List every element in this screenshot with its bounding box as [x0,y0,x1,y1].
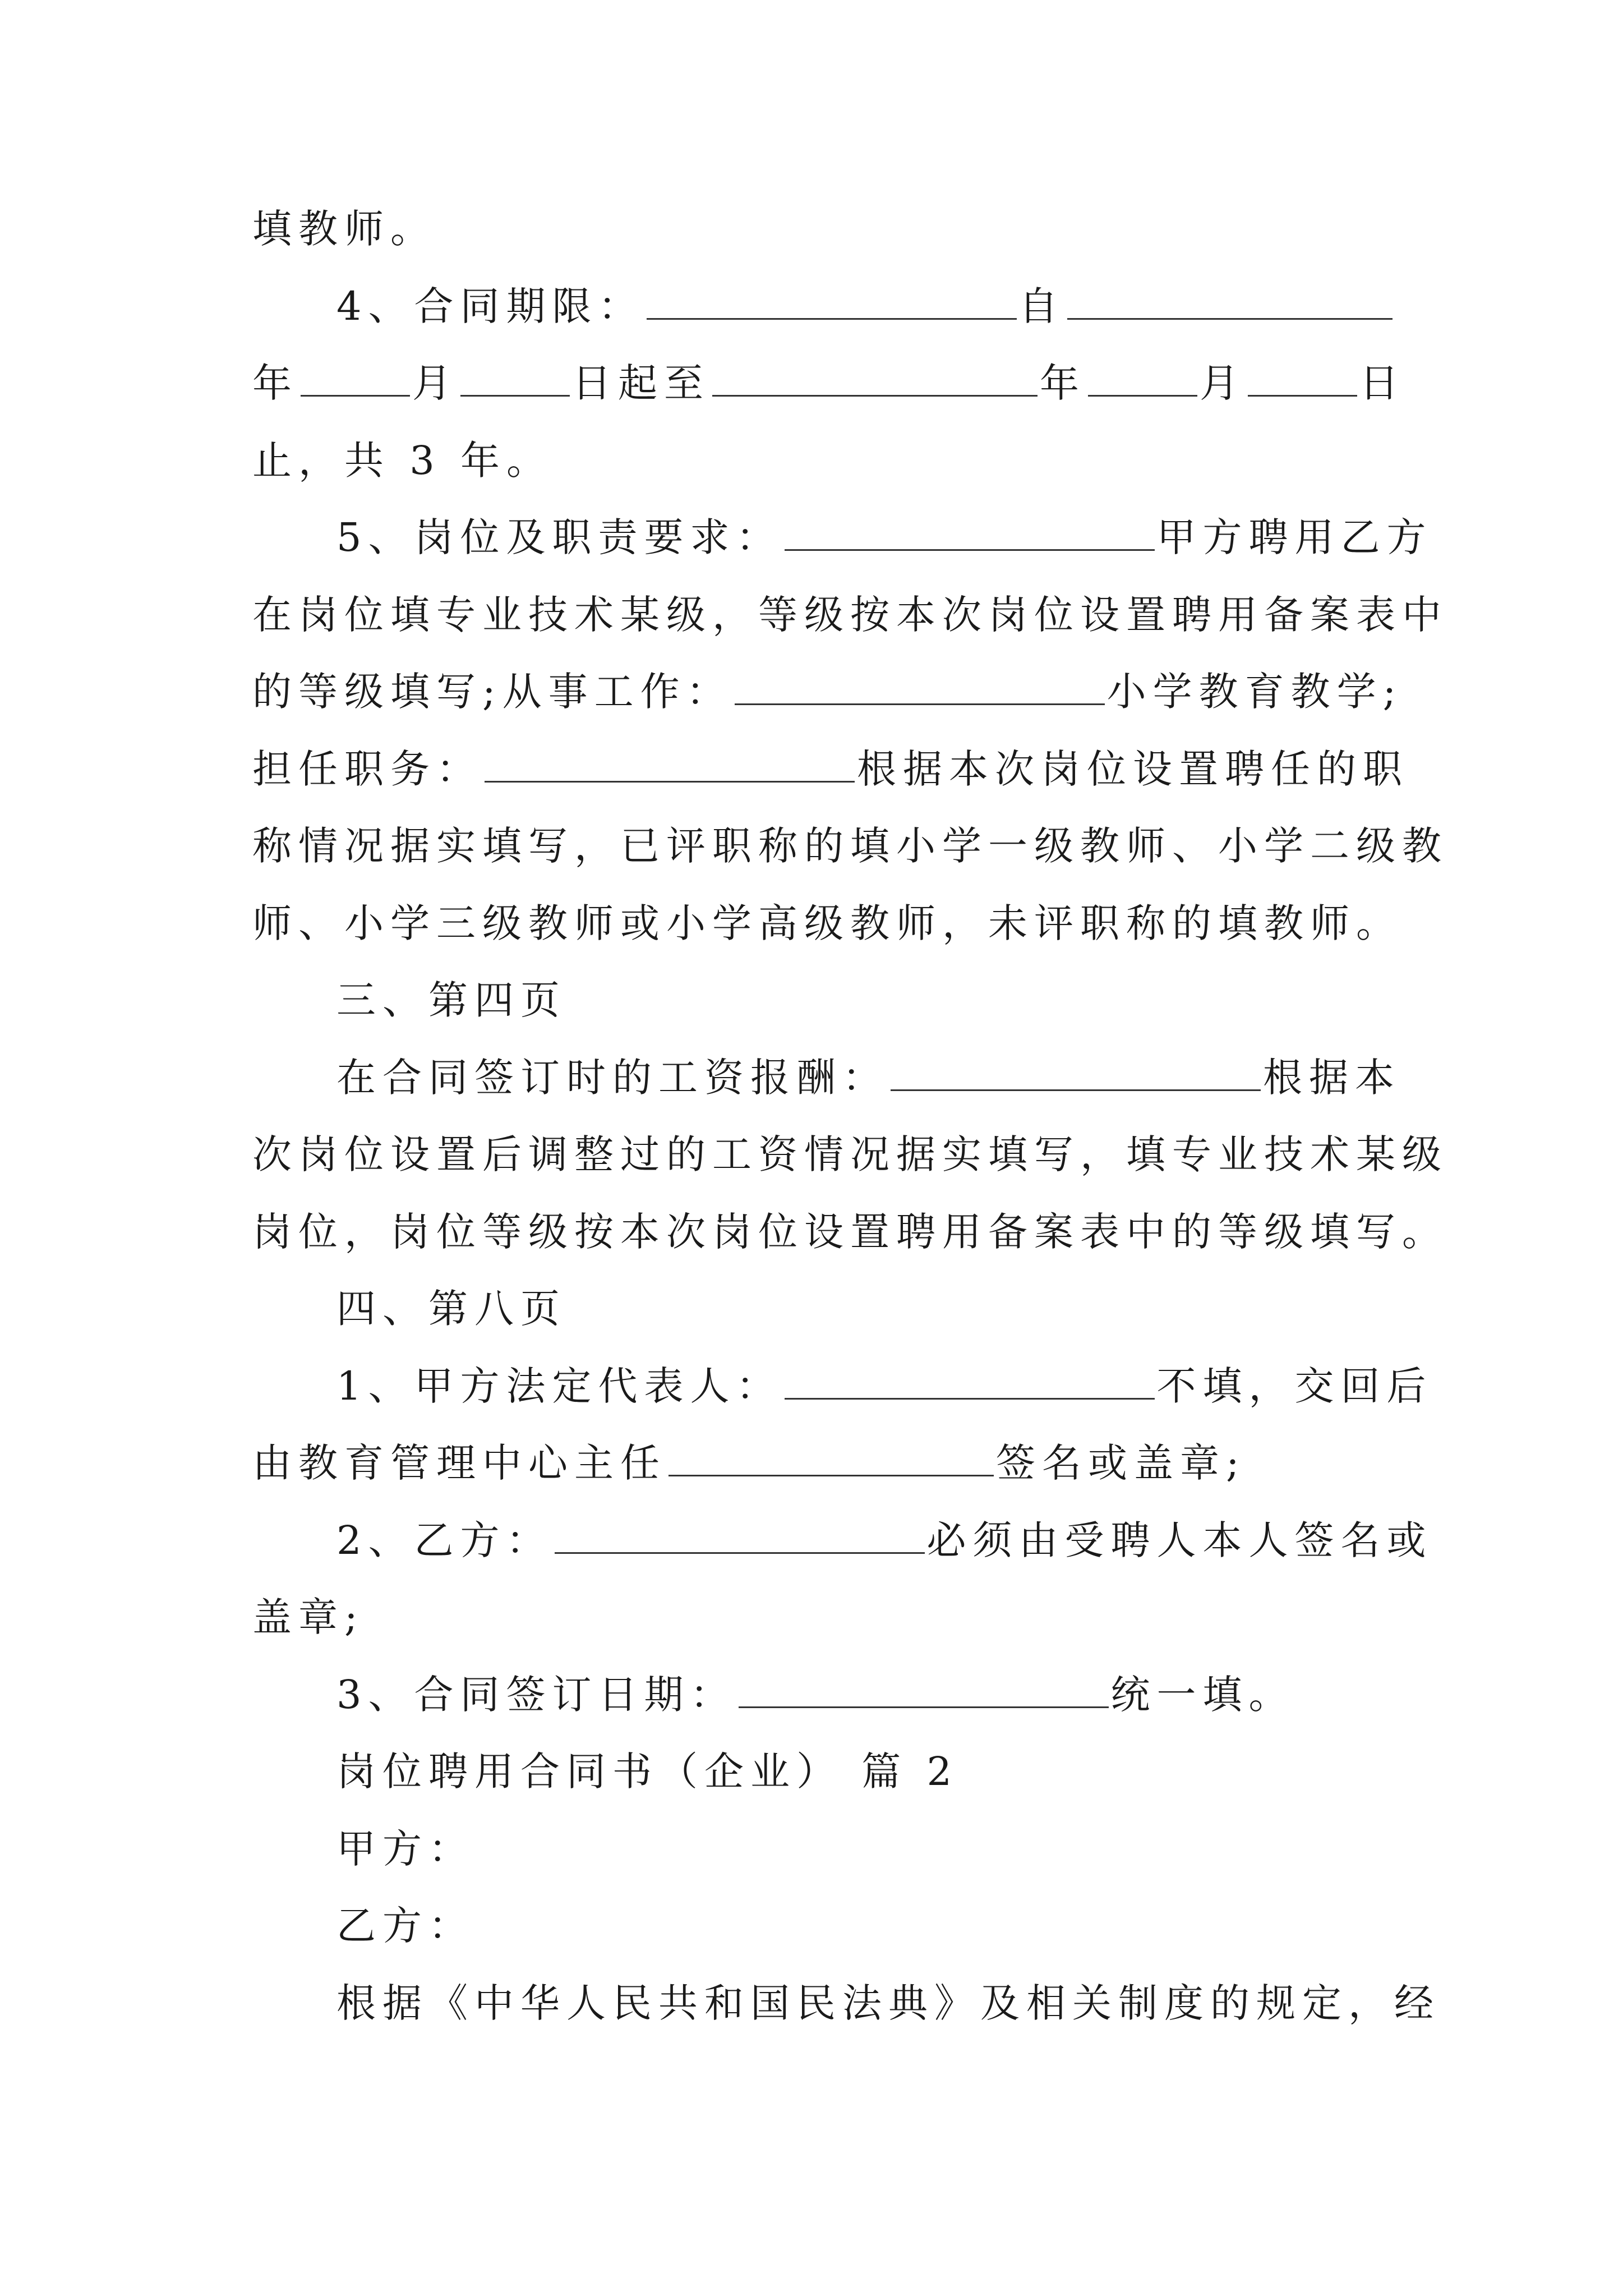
fill-in-blank [739,1669,1109,1708]
fill-in-blank [712,358,1038,397]
text-segment: 根据本次岗位设置聘任的职 [857,746,1409,792]
text-segment: 年 [252,360,298,406]
text-segment: 日起至 [572,360,710,406]
text-segment: 甲方： [336,1825,474,1872]
text-segment: 甲方聘用乙方 [1156,514,1433,560]
party-b-label [252,1888,1380,1965]
fill-in-blank [785,512,1155,551]
fill-in-blank [735,666,1105,706]
text-segment: 担任职务： [252,746,482,792]
fill-in-blank [460,358,570,397]
text-segment: 5、岗位及职责要求： [336,514,782,560]
fill-in-blank [647,280,1017,320]
position-held-line [252,731,1409,808]
signing-date-line [252,1657,1380,1734]
text-segment: 由教育管理中心主任 [252,1440,666,1486]
fill-in-blank [485,743,855,783]
legal-representative-line [252,1348,1433,1425]
fill-in-blank [555,1515,925,1554]
text-segment: 乙方： [336,1903,474,1949]
text-segment: 三、第四页 [336,977,566,1023]
text-segment: 日 [1359,360,1405,406]
fill-in-blank [1248,358,1357,397]
text-line [252,808,1448,885]
text-segment: 的等级填写;从事工作： [252,669,732,715]
text-segment: 不填，交回后 [1156,1363,1433,1409]
text-line [252,191,1380,268]
text-segment: 盖章; [252,1594,365,1640]
text-segment: 四、第八页 [336,1286,566,1332]
text-segment: 止，共 3 年。 [252,437,553,484]
text-line [252,422,1380,500]
section-heading [252,1271,1380,1348]
text-segment: 根据《中华人民共和国民法典》及相关制度的规定，经 [336,1980,1440,2026]
director-signature-line [252,1425,1380,1502]
fill-in-blank [668,1438,994,1477]
fill-in-blank [891,1052,1261,1091]
text-segment: 次岗位设置后调整过的工资情况据实填写，填专业技术某级 [252,1131,1448,1177]
text-segment: 4、合同期限： [336,283,644,329]
text-segment: 填教师。 [252,206,436,252]
salary-line [252,1039,1401,1117]
text-segment: 岗位，岗位等级按本次岗位设置聘用备案表中的等级填写。 [252,1208,1448,1255]
text-segment: 自 [1018,283,1065,329]
text-segment: 年 [1040,360,1086,406]
fill-in-blank [1088,358,1197,397]
text-segment: 在岗位填专业技术某级，等级按本次岗位设置聘用备案表中 [252,591,1448,638]
text-segment: 统一填。 [1110,1671,1295,1718]
text-line [252,1965,1440,2042]
fill-in-blank [785,1360,1155,1400]
text-segment: 2、乙方： [336,1517,552,1563]
text-segment: 称情况据实填写，已评职称的填小学一级教师、小学二级教 [252,823,1448,869]
text-segment: 师、小学三级教师或小学高级教师，未评职称的填教师。 [252,900,1402,946]
document-body [252,191,1448,2042]
text-line [252,1194,1448,1271]
party-a-label [252,1811,1380,1888]
text-segment: 3、合同签订日期： [336,1671,736,1718]
text-line [252,577,1448,654]
text-segment: 必须由受聘人本人签名或 [926,1517,1433,1563]
text-line [252,1116,1448,1194]
fill-in-blank [301,358,410,397]
fill-in-blank [1067,280,1393,320]
text-segment: 岗位聘用合同书（企业） 篇 2 [336,1749,959,1795]
text-segment: 月 [412,360,458,406]
text-segment: 月 [1200,360,1246,406]
work-engaged-line [252,654,1403,731]
section-heading [252,962,1380,1039]
text-segment: 根据本 [1263,1054,1401,1101]
text-segment: 在合同签订时的工资报酬： [336,1054,888,1101]
text-line [252,1579,1380,1657]
text-segment: 签名或盖章; [996,1440,1246,1486]
contract-title [252,1733,1380,1811]
contract-term-line [252,268,1380,346]
text-line [252,885,1402,963]
position-duties-line [252,499,1433,577]
text-segment: 小学教育教学; [1106,669,1403,715]
text-segment: 1、甲方法定代表人： [336,1363,782,1409]
party-b-line [252,1502,1433,1580]
contract-term-dates-line [252,345,1405,422]
